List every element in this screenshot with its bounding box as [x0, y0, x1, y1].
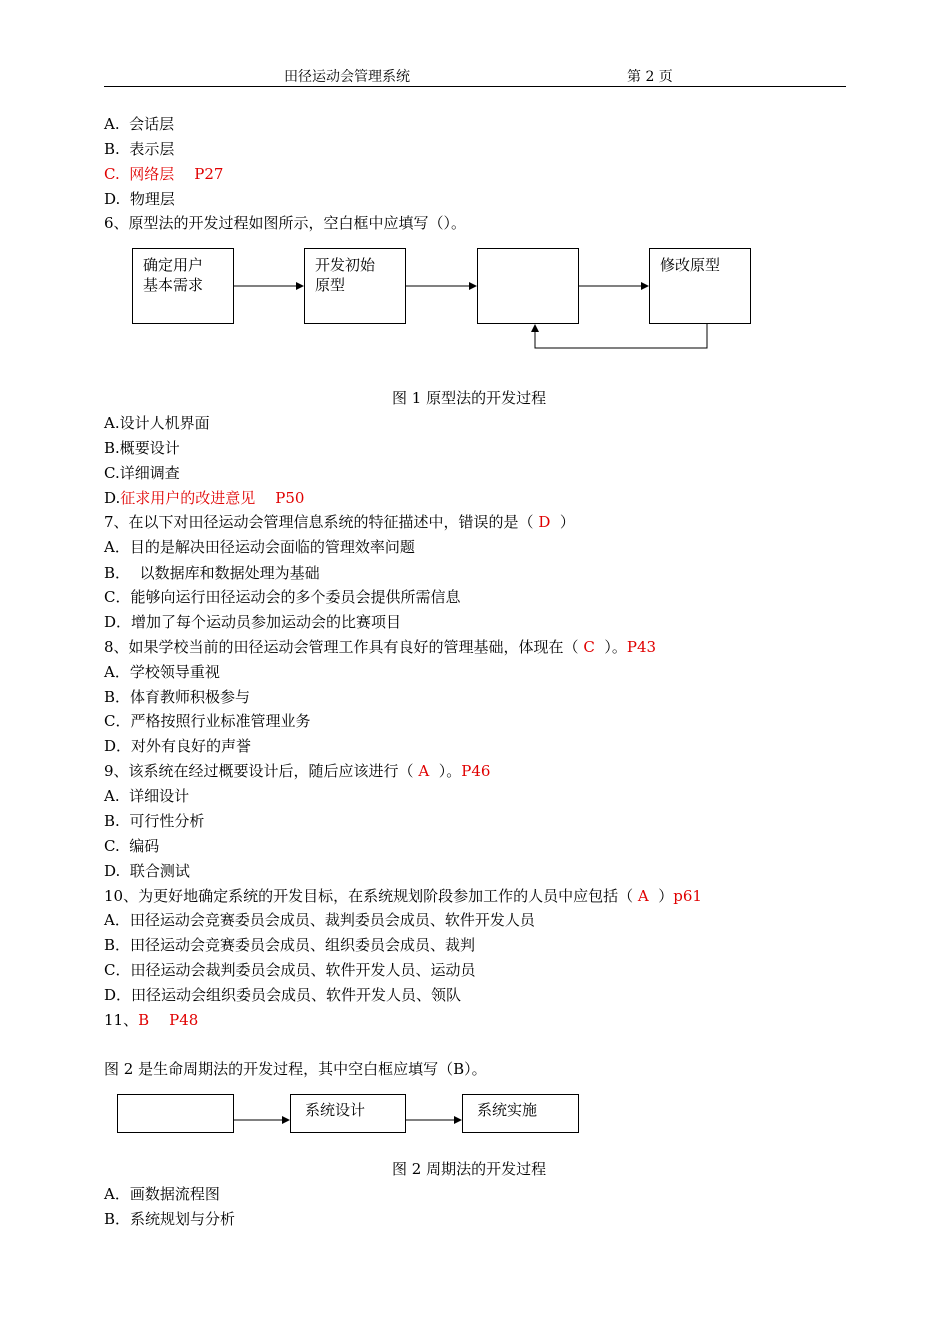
q8-answer: C [583, 638, 595, 656]
q5-option-b: B. 表示层 [104, 140, 175, 158]
q6-option-d: D.征求用户的改进意见 P50 [104, 489, 305, 507]
q9-option-c: C. 编码 [104, 837, 160, 855]
q9-page-ref: P46 [461, 762, 491, 780]
q5-option-d: D. 物理层 [104, 190, 175, 208]
q10-answer: A [637, 887, 649, 905]
q6-page-ref: P50 [275, 489, 305, 507]
q7-option-c: C．能够向运行田径运动会的多个委员会提供所需信息 [104, 588, 461, 606]
q11-number: 11、B P48 [104, 1011, 199, 1029]
q8-page-ref: P43 [626, 638, 657, 656]
q10-option-a: A．田径运动会竞赛委员会成员、裁判委员会成员、软件开发人员 [104, 911, 535, 929]
q8-option-c: C．严格按照行业标准管理业务 [104, 712, 311, 730]
q6-option-c: C.详细调查 [104, 464, 180, 482]
q10-page-ref: p61 [673, 887, 702, 905]
q9-option-d: D. 联合测试 [104, 862, 190, 880]
q9-question: 9、该系统在经过概要设计后，随后应该进行（ A ）。P46 [104, 762, 491, 780]
q6-question: 6、原型法的开发过程如图所示，空白框中应填写（）。 [104, 214, 467, 232]
q7-question: 7、在以下对田径运动会管理信息系统的特征描述中，错误的是（ D ） [104, 513, 575, 531]
q10-option-d: D．田径运动会组织委员会成员、软件开发人员、领队 [104, 986, 462, 1004]
q7-option-b: B． 以数据库和数据处理为基础 [104, 564, 320, 582]
q11-answer: B [138, 1011, 150, 1029]
diagram1-box-modify-prototype: 修改原型 [649, 248, 751, 324]
q10-option-b: B．田径运动会竞赛委员会成员、组织委员会成员、裁判 [104, 936, 476, 954]
figure2-caption: 图 2 周期法的开发过程 [392, 1160, 547, 1178]
header-page-number: 第 2 页 [627, 69, 673, 85]
q11-option-b: B．系统规划与分析 [104, 1210, 236, 1228]
q11-question: 图 2 是生命周期法的开发过程，其中空白框应填写（B）。 [104, 1060, 487, 1078]
diagram1-box-initial-prototype: 开发初始 原型 [304, 248, 406, 324]
q11-option-a: A．画数据流程图 [104, 1185, 220, 1203]
q6-option-a: A.设计人机界面 [104, 414, 210, 432]
header-title: 田径运动会管理系统 [284, 69, 410, 85]
q9-option-a: A. 详细设计 [104, 787, 190, 805]
q8-question: 8、如果学校当前的田径运动会管理工作具有良好的管理基础，体现在（ C ）。P43 [104, 638, 657, 656]
q8-option-b: B．体育教师积极参与 [104, 688, 251, 706]
q10-option-c: C．田径运动会裁判委员会成员、软件开发人员、运动员 [104, 961, 476, 979]
q9-option-b: B. 可行性分析 [104, 812, 205, 830]
q7-answer: D [538, 513, 551, 531]
figure1-caption: 图 1 原型法的开发过程 [392, 389, 547, 407]
diagram2-box-system-design: 系统设计 [290, 1094, 406, 1133]
q6-answer-text: 征求用户的改进意见 [120, 489, 256, 507]
q7-option-d: D．增加了每个运动员参加运动会的比赛项目 [104, 613, 402, 631]
q8-option-d: D．对外有良好的声誉 [104, 737, 252, 755]
q8-option-a: A．学校领导重视 [104, 663, 220, 681]
q5-page-ref: P27 [194, 165, 224, 183]
q11-page-ref: P48 [169, 1011, 199, 1029]
q6-option-b: B.概要设计 [104, 439, 180, 457]
diagram2-box-system-implementation: 系统实施 [462, 1094, 579, 1133]
q5-option-a: A. 会话层 [104, 115, 175, 133]
q9-answer: A [418, 762, 430, 780]
q7-option-a: A．目的是解决田径运动会面临的管理效率问题 [104, 538, 415, 556]
q10-question: 10、为更好地确定系统的开发目标，在系统规划阶段参加工作的人员中应包括（ A ）p61 [104, 887, 702, 905]
diagram1-box-requirements: 确定用户 基本需求 [132, 248, 234, 324]
q5-option-c: C. 网络层 P27 [104, 165, 224, 183]
